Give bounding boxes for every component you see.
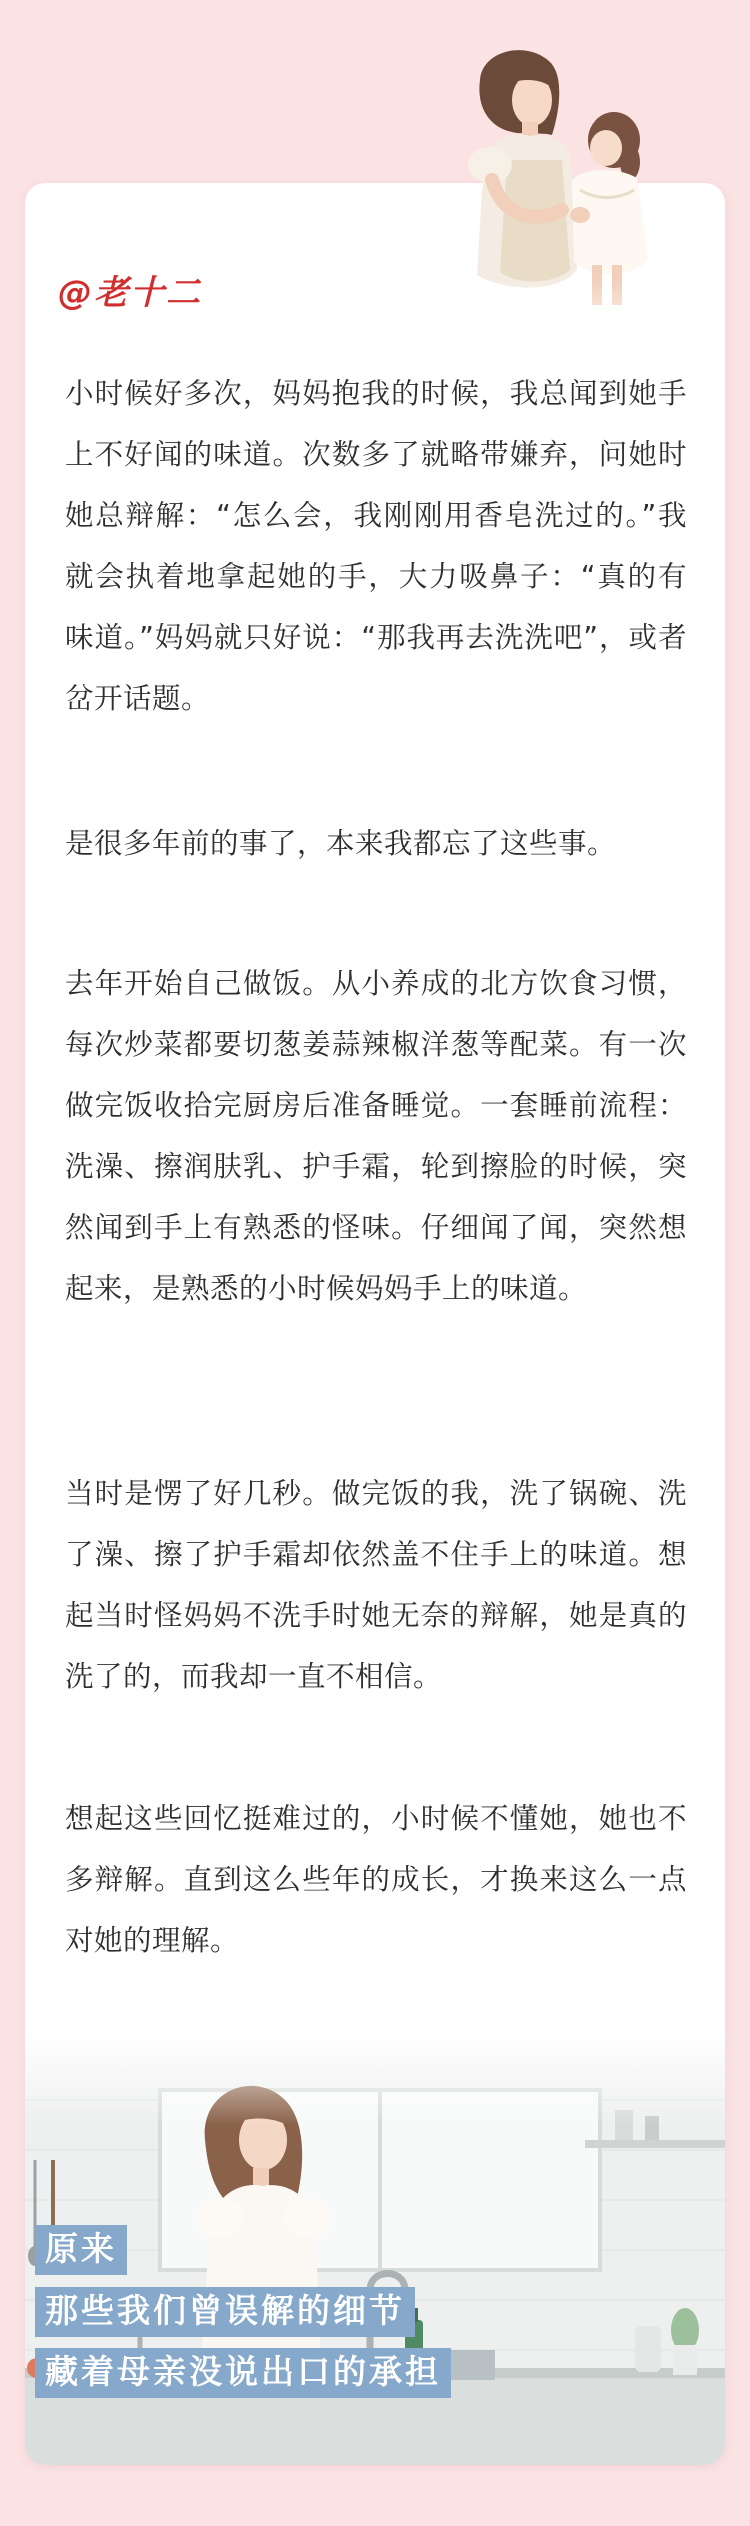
- paragraph-2: 是很多年前的事了，本来我都忘了这些事。: [65, 827, 617, 860]
- paragraph-4: 当时是愣了好几秒。做完饭的我，洗了锅碗、洗了澡、擦了护手霜却依然盖不住手上的味道。想起当时怪妈妈不洗手时她无奈的辩解，她是真的洗了的，而我却一直不相信。: [65, 1477, 687, 1693]
- paragraph-3: 去年开始自己做饭。从小养成的北方饮食习惯，每次炒菜都要切葱姜蒜辣椒洋葱等配菜。有一次做完饭收拾完厨房后准备睡觉。一套睡前流程：洗澡、擦润肤乳、护手霜，轮到擦脸的时候，突然闻到手上有熟悉的怪味。仔细闻了闻，突然想起来，是熟悉的小时候妈妈手上的味道。: [65, 967, 687, 1305]
- author-name: @老十二: [58, 273, 202, 313]
- caption-line-1: 原来: [35, 2225, 127, 2275]
- caption-line-2: 那些我们曾误解的细节: [35, 2287, 415, 2337]
- mother-and-child-illustration: [452, 40, 682, 340]
- caption-line-3: 藏着母亲没说出口的承担: [35, 2348, 451, 2398]
- paragraph-5: 想起这些回忆挺难过的，小时候不懂她，她也不多辩解。直到这么些年的成长，才换来这么一点对她的理解。: [65, 1802, 687, 1957]
- paragraph-1: 小时候好多次，妈妈抱我的时候，我总闻到她手上不好闻的味道。次数多了就略带嫌弃，问她时她总辩解：“怎么会，我刚刚用香皂洗过的。”我就会执着地拿起她的手，大力吸鼻子：“真的有味道。”妈妈就只好说：“那我再去洗洗吧”，或者岔开话题。: [65, 377, 687, 715]
- kitchen-illustration: [25, 2030, 725, 2465]
